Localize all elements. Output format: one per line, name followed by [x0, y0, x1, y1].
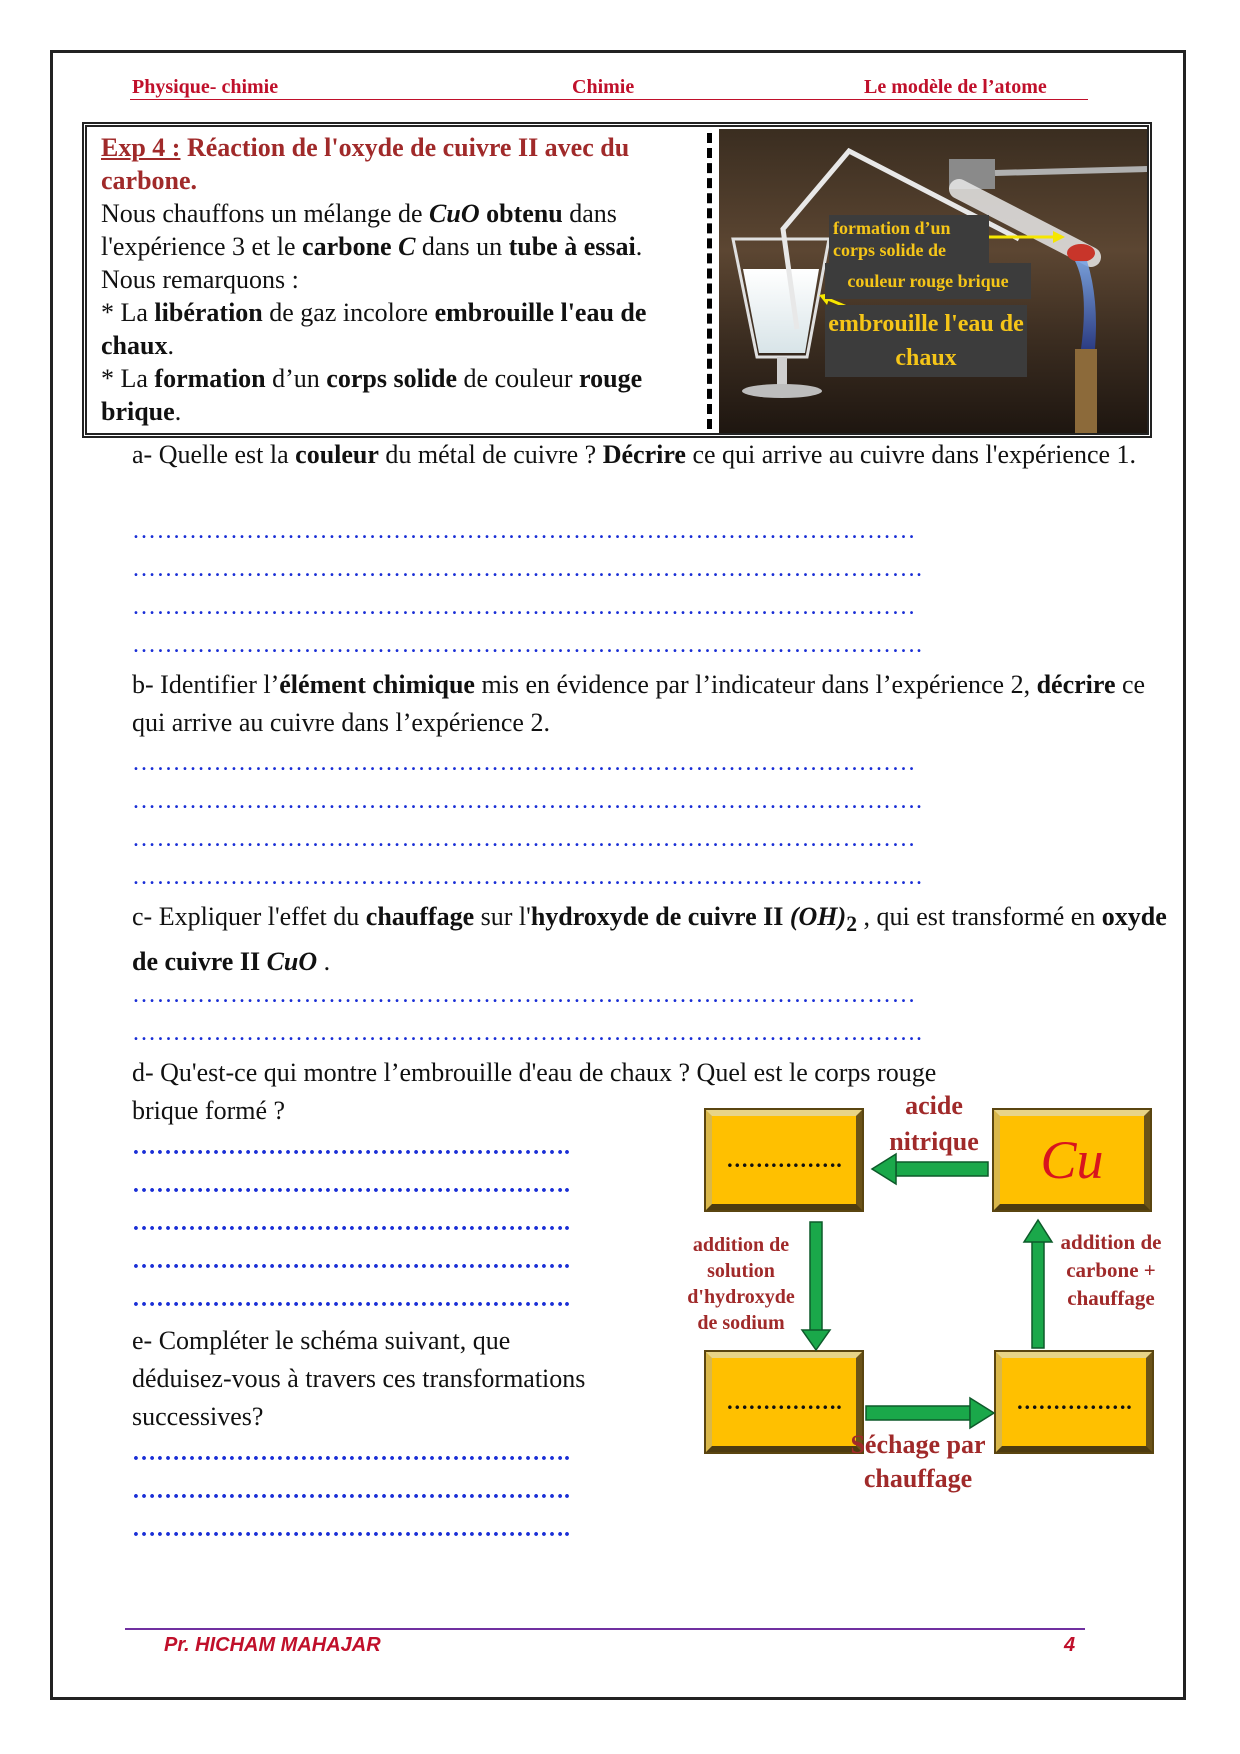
header-subject: Physique- chimie [132, 76, 279, 98]
answer-line[interactable]: ……………………………………………………………………………………. [132, 1020, 923, 1046]
text: hydroxyde de cuivre II [530, 902, 790, 931]
answer-line[interactable]: ……………………………………………………………………………………. [132, 632, 923, 658]
text: . [635, 232, 643, 261]
text: * La [101, 298, 155, 327]
question-e-line3: successives? [132, 1402, 264, 1431]
header-chapter: Le modèle de l’atome [864, 76, 1047, 98]
text: c- Expliquer l'effet du [132, 902, 366, 931]
experiment-paragraph-2: Nous remarquons : [101, 265, 299, 294]
label-carbone-chauffage: addition de carbone + chauffage [1060, 1230, 1162, 1310]
answer-line[interactable]: …………………………………………………………………………………… [132, 594, 916, 620]
label-hydroxyde-sodium: addition de solution d'hydroxyde de sodium [687, 1234, 795, 1334]
diagram-box-top-left[interactable]: ……………. [706, 1110, 862, 1210]
text: ce qui arrive au cuivre dans l’expérience 2. [132, 670, 1146, 737]
text: . [317, 947, 331, 977]
text: embrouille l'eau de chaux [101, 298, 647, 360]
arrow-bottom [866, 1406, 970, 1420]
experiment-label: Exp 4 : [101, 133, 181, 162]
arrow-left [810, 1222, 822, 1332]
answer-line[interactable]: ………………………………………………. [132, 1478, 570, 1504]
page-number: 4 [1064, 1634, 1076, 1656]
subscript: 2 [846, 912, 858, 937]
text: sur l' [474, 902, 531, 931]
formula-c: C [398, 232, 416, 261]
experiment-title-text: Réaction de l'oxyde de cuivre II avec du carbone. [101, 133, 630, 195]
answer-line[interactable]: ………………………………………………. [132, 1516, 570, 1542]
text: mis en évidence par l’indicateur dans l’expérience 2, [474, 670, 1037, 699]
question-d-line2: brique formé ? [132, 1096, 286, 1125]
text: . [167, 331, 174, 360]
formula-oh: (OH) [789, 902, 847, 931]
photo-label-color: couleur rouge brique [825, 263, 1031, 299]
arrow-bottom-head [970, 1398, 994, 1428]
formula-cuo: CuO [266, 947, 318, 977]
text: . [174, 397, 182, 426]
text: * La [101, 364, 155, 393]
question-e-line1: e- Compléter le schéma suivant, que [132, 1326, 511, 1355]
answer-line[interactable]: ………………………………………………. [132, 1286, 570, 1312]
answer-line[interactable]: …………………………………………………………………………………… [132, 750, 916, 776]
answer-line[interactable]: …………………………………………………………………………………… [132, 982, 916, 1008]
text: de gaz incolore [262, 298, 435, 327]
answer-line[interactable]: ………………………………………………. [132, 1172, 570, 1198]
text: tube à essai [508, 232, 636, 261]
text: dans l'expérience 3 et le [101, 199, 617, 261]
text: libération [154, 298, 263, 327]
answer-line[interactable]: ………………………………………………. [132, 1134, 570, 1160]
text: d’un [265, 364, 327, 393]
diagram-box-cu: Cu [994, 1110, 1150, 1210]
label-sechage: Séchage par chauffage [850, 1430, 986, 1493]
answer-line[interactable]: ……………………………………………………………………………………. [132, 864, 923, 890]
answer-line[interactable]: ……………………………………………………………………………………. [132, 788, 923, 814]
arrow-top [896, 1162, 988, 1176]
question-e-line2: déduisez-vous à travers ces transformations [132, 1364, 586, 1393]
footer-author: Pr. HICHAM MAHAJAR [164, 1634, 381, 1656]
header-section: Chimie [572, 76, 635, 98]
text: b- Identifier l’ [132, 670, 280, 699]
text: Décrire [602, 440, 686, 469]
text: dans un [415, 232, 509, 261]
text: carbone [302, 232, 392, 261]
text: obtenu [479, 199, 563, 228]
diagram-box-bottom-right[interactable]: ……………. [996, 1352, 1152, 1452]
answer-line[interactable]: ………………………………………………. [132, 1210, 570, 1236]
text: chauffage [365, 902, 475, 931]
answer-line[interactable]: ………………………………………………. [132, 1248, 570, 1274]
text: couleur [295, 440, 379, 469]
question-d-line1: d- Qu'est-ce qui montre l’embrouille d'eau de chaux ? Quel est le corps rouge [132, 1058, 937, 1087]
footer-rule [125, 1628, 1085, 1630]
text: rouge brique [101, 364, 643, 426]
arrow-left-head [802, 1330, 830, 1350]
text: formation [154, 364, 266, 393]
text: de couleur [457, 364, 580, 393]
text: du métal de cuivre ? [378, 440, 603, 469]
text: décrire [1036, 670, 1116, 699]
formula-cuo: CuO [429, 199, 480, 228]
text: , qui est transformé en [857, 902, 1102, 931]
diagram-box-bottom-left[interactable]: ……………. [706, 1352, 862, 1452]
photo-label-limewater: embrouille l'eau de chaux [825, 305, 1027, 377]
photo-label-formation: formation d’un corps solide de [829, 215, 989, 263]
text: élément chimique [279, 670, 475, 699]
text: a- Quelle est la [132, 440, 296, 469]
text: oxyde de cuivre II [132, 902, 1167, 977]
answer-line[interactable]: ……………………………………………………………………………………. [132, 556, 923, 582]
answer-line[interactable]: …………………………………………………………………………………… [132, 826, 916, 852]
text: corps solide [326, 364, 458, 393]
text: Nous chauffons un mélange de [101, 199, 430, 228]
text: ce qui arrive au cuivre dans l'expérience 1. [685, 440, 1137, 469]
answer-line[interactable]: …………………………………………………………………………………… [132, 518, 916, 544]
answer-line[interactable]: ………………………………………………. [132, 1440, 570, 1466]
label-acide-nitrique: acide nitrique [889, 1091, 979, 1156]
